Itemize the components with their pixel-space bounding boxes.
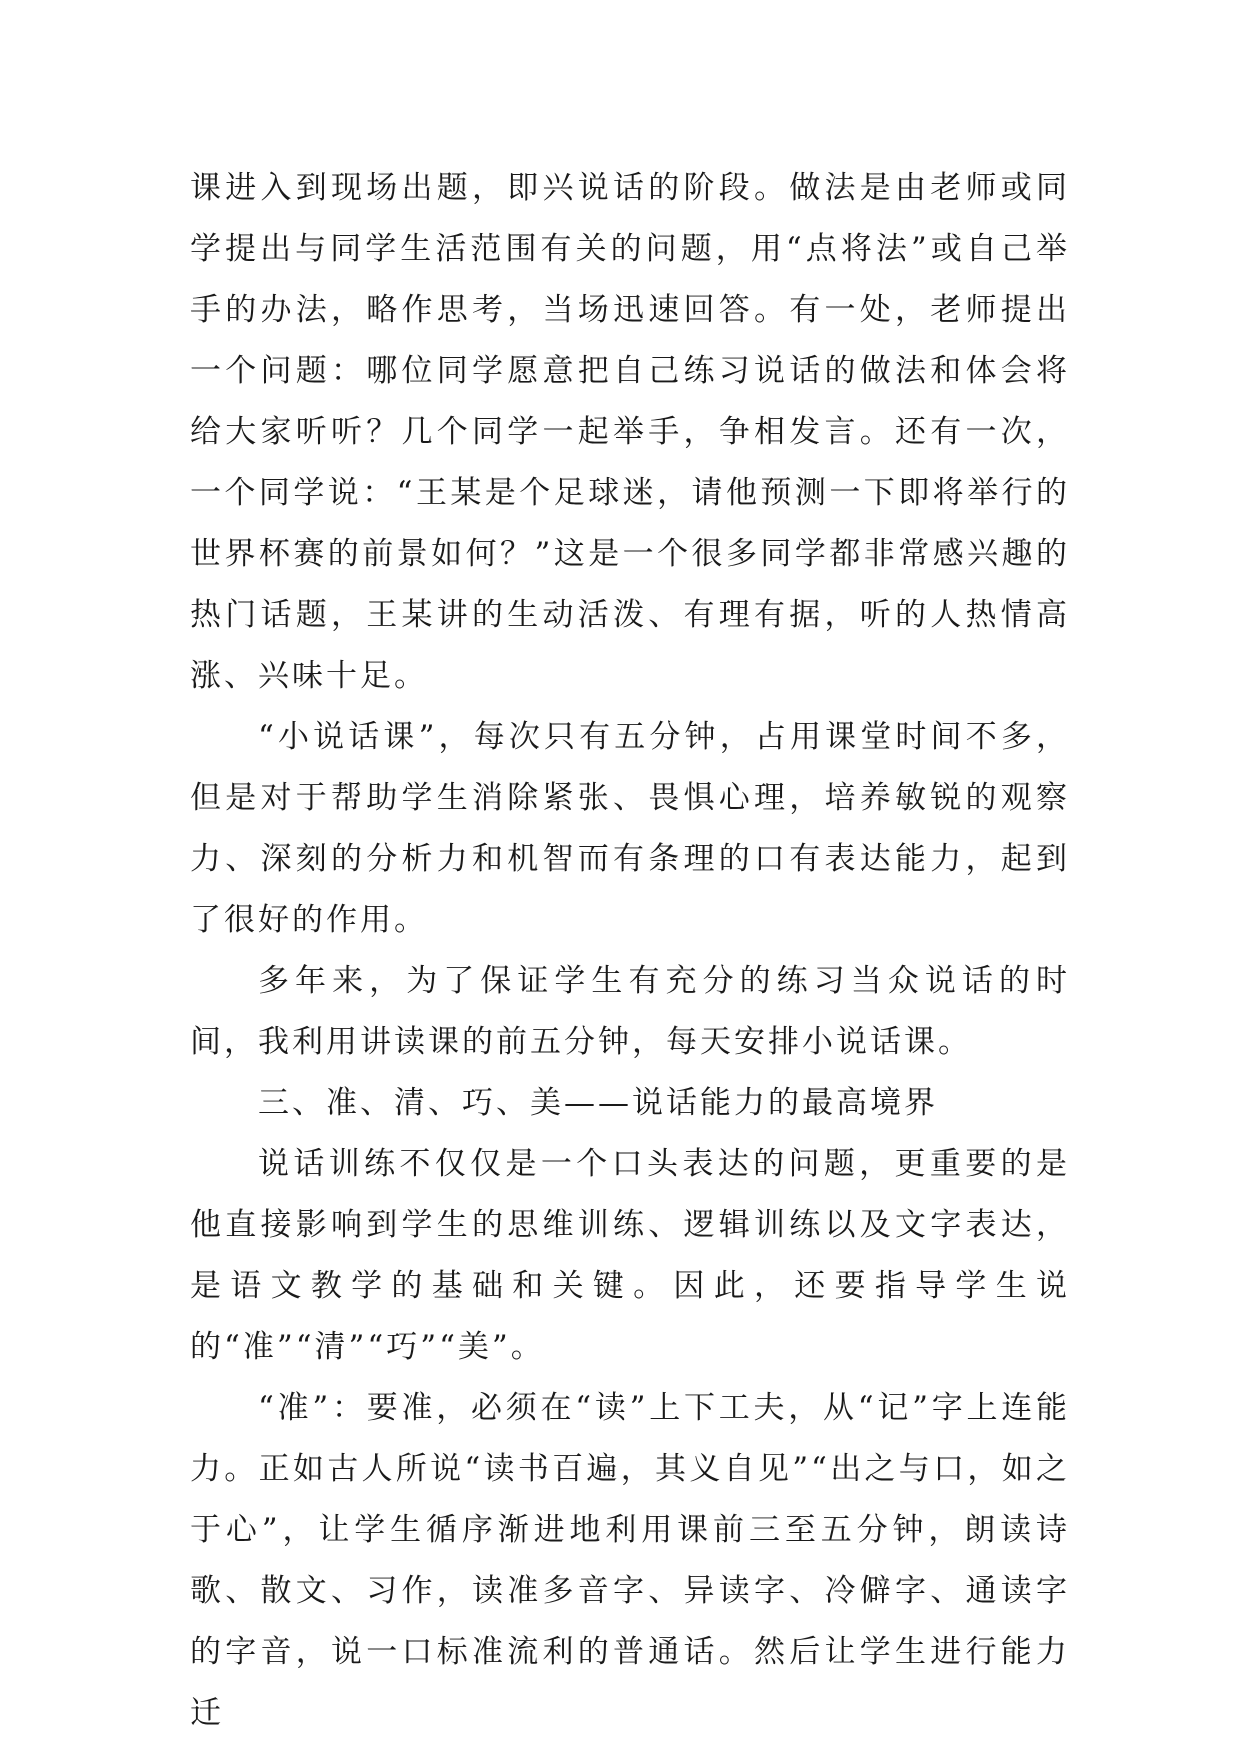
- paragraph-many-years: 多年来，为了保证学生有充分的练习当众说话的时间，我利用讲读课的前五分钟，每天安排小说话课。: [190, 963, 1070, 1060]
- paragraph-accuracy: “准”：要准，必须在“读”上下工夫，从“记”字上连能力。正如古人所说“读书百遍，其义自见”“出之与口，如之于心”，让学生循序渐进地利用课前三至五分钟，朗读诗歌、散文、习作，读准多音字、异读字、冷僻字、通读字的字音，说一口标准流利的普通话。然后让学生进行能力迁: [190, 1390, 1070, 1731]
- section-heading: 三、准、清、巧、美——说话能力的最高境界: [258, 1085, 938, 1121]
- document-page: [190, 158, 1070, 1744]
- paragraph-continuation: 课进入到现场出题，即兴说话的阶段。做法是由老师或同学提出与同学生活范围有关的问题，用“点将法”或自己举手的办法，略作思考，当场迅速回答。有一处，老师提出一个问题：哪位同学愿意把自己练习说话的做法和体会将给大家听听？几个同学一起举手，争相发言。还有一次，一个同学说：“王某是个足球迷，请他预测一下即将举行的世界杯赛的前景如何？”这是一个很多同学都非常感兴趣的热门话题，王某讲的生动活泼、有理有据，听的人热情高涨、兴味十足。: [190, 170, 1070, 694]
- paragraph-speech-training: 说话训练不仅仅是一个口头表达的问题，更重要的是他直接影响到学生的思维训练、逻辑训练以及文字表达，是语文教学的基础和关键。因此，还要指导学生说的“准”“清”“巧”“美”。: [190, 1146, 1070, 1365]
- paragraph-small-speech-class: “小说话课”，每次只有五分钟，占用课堂时间不多，但是对于帮助学生消除紧张、畏惧心理，培养敏锐的观察力、深刻的分析力和机智而有条理的口有表达能力，起到了很好的作用。: [190, 719, 1070, 938]
